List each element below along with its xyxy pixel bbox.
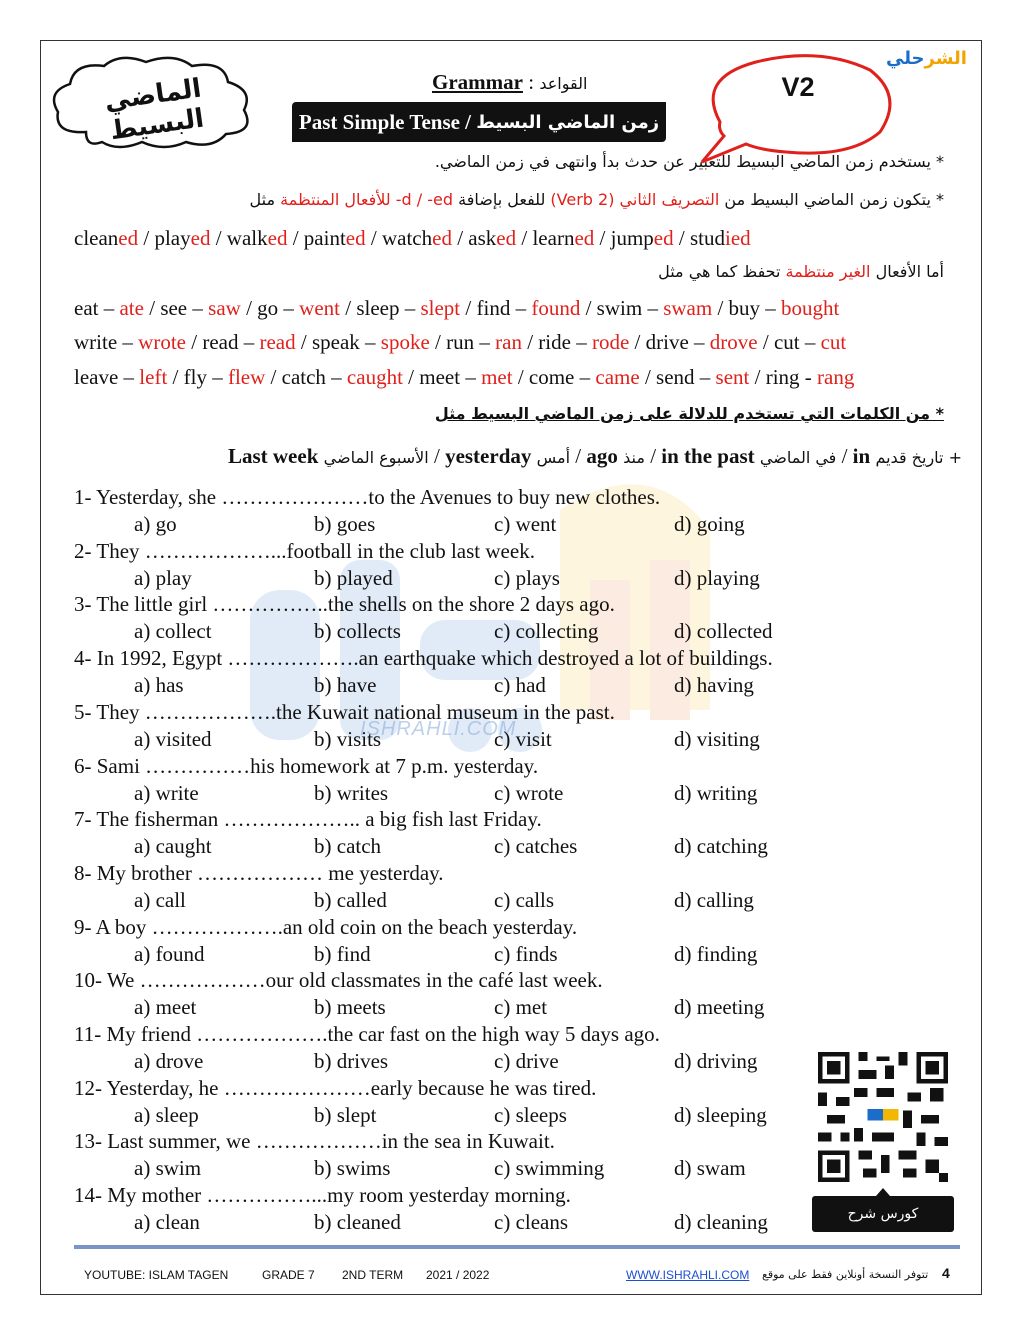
answer-option[interactable]: d) catching [674,834,768,859]
kw1-ar: الأسبوع الماضي [323,448,429,467]
qr-caption: كورس شرح [812,1196,954,1232]
question-text: 12- Yesterday, he …………………early because he was tired. [74,1075,597,1100]
irregular-base: speak [311,330,360,354]
irregular-base: meet [419,365,461,389]
question-text: 11- My friend ……………….the car fast on the high way 5 days ago. [74,1022,660,1046]
answer-option[interactable]: c) collecting [494,619,599,644]
intro-line-1: * يستخدم زمن الماضي البسيط للتعبير عن حدث بدأ وانتهى في زمن الماضي. [434,152,944,171]
regular-verb: clean [74,226,119,250]
topic-english: Past Simple Tense / [298,109,472,134]
answer-option[interactable]: d) swam [674,1156,746,1181]
question-text: 14- My mother ……………...my room yesterday morning. [74,1183,571,1208]
intro-line-2-e: للأفعال المنتظمة [280,190,396,209]
answer-option[interactable]: a) play [134,565,192,590]
irregular-past: sent [715,365,750,389]
answer-option[interactable]: d) playing [674,565,760,590]
irregular-past: found [531,296,581,320]
irregular-past: bought [781,296,840,320]
answer-option[interactable]: d) sleeping [674,1102,767,1127]
irregular-past: rode [591,330,630,354]
answer-option[interactable]: d) finding [674,941,758,966]
answer-option[interactable]: c) calls [494,887,555,912]
answer-option[interactable]: b) called [314,887,387,912]
answer-option[interactable]: b) cleaned [314,1210,401,1235]
irregular-past: saw [208,296,241,320]
answer-option[interactable]: b) meets [314,995,386,1020]
regular-verb: paint [303,226,346,250]
irregular-row: leave – left / fly – flew / catch – caught / meet – met / come – came / send – sent / ring - rang [74,365,855,389]
site-logo [886,48,967,69]
regular-verb: ask [468,226,497,250]
answer-option[interactable]: d) going [674,512,745,536]
irregular-past: spoke [380,330,430,354]
regular-verb-suffix: ed [190,226,211,250]
irregular-intro [74,262,944,281]
intro-line-2-a: * يتكون زمن الماضي البسيط من [719,190,944,209]
answer-option[interactable]: b) slept [314,1102,377,1127]
footer-rule [74,1245,960,1249]
irregular-past: ate [119,296,144,320]
answer-option[interactable]: c) drive [494,1049,559,1073]
answer-option[interactable]: c) finds [494,941,558,966]
irregular-base: come [528,365,575,389]
regular-verb-suffix: ed [345,226,366,250]
irregular-row: write – wrote / read – read / speak – spoke / run – ran / ride – rode / drive – drove / cut – cut [74,330,847,354]
kw2-ar: أمس [536,448,571,467]
irregular-past: read [259,330,296,354]
irregular-past: came [595,365,640,389]
kw5-ar: + تاريخ قديم [875,448,962,467]
keywords-line: + تاريخ قديم in / في الماضي in the past / منذ ago / أمس yesterday / الأسبوع الماضي Last week [227,444,962,468]
kw4-ar: في الماضي [759,448,837,467]
answer-option[interactable]: b) writes [314,780,389,805]
kw4: in the past [661,444,755,468]
answer-option[interactable]: b) drives [314,1049,389,1073]
cloud-title: الماضي البسيط [102,73,206,147]
regular-verb: jump [610,226,654,250]
footer-year: 2021 / 2022 [426,1268,490,1282]
question-text: 1- Yesterday, she …………………to the Avenues to buy new clothes. [74,485,661,509]
answer-option[interactable]: c) wrote [494,780,564,805]
answer-option[interactable]: a) collect [134,619,212,644]
footer-term: 2ND TERM [342,1268,404,1282]
qr-code[interactable] [818,1052,948,1182]
answer-option[interactable]: c) met [494,995,548,1020]
irregular-base: write [74,330,118,354]
intro-line-2-c: للفعل بإضافة [453,190,551,209]
regular-verb-suffix: ed [267,226,288,250]
footer-youtube: YOUTUBE: ISLAM TAGEN [84,1268,229,1282]
irregular-past: caught [346,365,403,389]
irregular-past: went [299,296,340,320]
question-text: 6- Sami ……………his homework at 7 p.m. yesterday. [74,753,539,778]
kw3: ago [586,444,618,468]
answer-option[interactable]: a) call [134,887,186,912]
intro-line-2-b: التصريف الثاني (Verb 2) [550,190,720,209]
answer-option[interactable]: d) meeting [674,995,765,1020]
grammar-label: Grammar [432,70,523,94]
regular-verb-suffix: ied [724,226,751,250]
irregular-past: wrote [138,330,186,354]
regular-verb-suffix: ed [432,226,452,250]
answer-option[interactable]: d) having [674,673,754,698]
irregular-base: catch [281,365,326,389]
irregular-base: cut [773,330,800,354]
answer-option[interactable]: c) catches [494,834,578,859]
topic-bar [292,102,666,142]
irregular-base: run [446,330,475,354]
intro-line-2-f: مثل [249,190,281,209]
answer-option[interactable]: a) swim [134,1156,202,1181]
topic-arabic: زمن الماضي البسيط [476,111,660,133]
regular-verb-suffix: ed [118,226,139,250]
question-text: 4- In 1992, Egypt ……………….an earthquake which destroyed a lot of buildings. [74,646,773,671]
answer-option[interactable]: d) cleaning [674,1210,768,1235]
answer-option[interactable]: c) visit [494,726,552,751]
answer-option[interactable]: b) find [314,941,371,966]
irregular-past: rang [817,365,855,389]
irregular-base: find [476,296,511,320]
answer-option[interactable]: a) visited [134,726,212,751]
answer-option[interactable]: b) played [314,565,393,590]
irregular-row: eat – ate / see – saw / go – went / sleep – slept / find – found / swim – swam / buy – bought [74,296,840,320]
answer-option[interactable]: d) collected [674,619,773,644]
irregular-past: slept [420,296,461,320]
question-text: 9- A boy ……………….an old coin on the beach yesterday. [74,914,578,939]
irregular-base: swim [596,296,643,320]
answer-option[interactable]: d) writing [674,780,758,805]
kw2: yesterday [445,444,532,468]
answer-option[interactable]: a) has [134,673,184,698]
intro-line-2-d: d / -ed- [395,190,454,209]
question-text: 5- They ……………….the Kuwait national museum in the past. [74,699,615,724]
watermark-text: ISHRAHLI.COM [360,718,517,740]
answer-option[interactable]: a) write [134,780,199,805]
answer-option[interactable]: b) goes [314,512,376,536]
keywords-heading: * من الكلمات التي تستخدم للدلالة على زمن الماضي البسيط مثل [434,404,944,423]
footer-note: تتوفر النسخة أونلاين فقط على موقع [762,1268,929,1281]
regular-verb: learn [532,226,575,250]
irregular-past: cut [820,330,847,354]
irregular-base: eat [74,296,99,320]
regular-verbs-line: cleaned / played / walked / painted / watched / asked / learned / jumped / studied [74,226,751,250]
regular-verb: walk [226,226,268,250]
answer-option[interactable]: a) meet [134,995,197,1020]
speech-bubble [690,52,900,168]
regular-verb-suffix: ed [574,226,595,250]
irregular-base: drive [645,330,689,354]
logo-part-a: الشر [924,48,967,69]
answer-option[interactable]: b) collects [314,619,401,644]
irregular-past: left [139,365,168,389]
answer-option[interactable]: c) had [494,673,546,698]
irregular-base: leave [74,365,119,389]
irregular-past: ran [495,330,522,354]
irregular-past: swam [663,296,713,320]
irregular-base: ride [538,330,571,354]
question-text: 13- Last summer, we ………………in the sea in Kuwait. [74,1129,555,1154]
intro-line-2 [74,190,944,209]
grammar-arabic: القواعد [539,74,588,93]
answer-option[interactable]: c) cleans [494,1210,569,1235]
answer-option[interactable]: b) catch [314,834,382,859]
answer-option[interactable]: b) swims [314,1156,391,1181]
version-label: V2 [781,72,815,102]
answer-option[interactable]: a) sleep [134,1102,199,1127]
kw1: Last week [227,444,319,468]
irregular-base: ring [765,365,800,389]
answer-option[interactable]: c) plays [494,565,560,590]
answer-option[interactable]: d) calling [674,887,754,912]
answer-option[interactable]: b) have [314,673,377,698]
answer-option[interactable]: a) caught [134,834,212,859]
answer-option[interactable]: d) visiting [674,726,760,751]
irregular-base: fly [183,365,207,389]
kw3-ar: منذ [623,448,645,467]
regular-verb-suffix: ed [496,226,517,250]
footer-grade: GRADE 7 [262,1268,315,1282]
footer-site-link[interactable]: WWW.ISHRAHLI.COM [626,1268,750,1282]
question-text: 7- The fisherman ……………….. a big fish last Friday. [74,807,542,832]
kw5: in [852,444,871,468]
question-text: 8- My brother ……………… me yesterday. [74,860,444,885]
irregular-past: drove [709,330,758,354]
irregular-base: see [160,296,188,320]
irregular-base: read [202,330,239,354]
question-text: 2- They ………………...football in the club last week. [74,538,535,563]
irregular-intro-a: أما الأفعال [870,262,944,281]
answer-option[interactable]: b) visits [314,726,382,751]
answer-option[interactable]: d) driving [674,1049,758,1073]
question-text: 3- The little girl ……………..the shells on the shore 2 days ago. [74,592,615,617]
irregular-base: buy [728,296,761,320]
irregular-base: send [656,365,695,389]
irregular-base: go [257,296,279,320]
answer-option[interactable]: a) clean [134,1210,200,1235]
grammar-heading: Grammar : القواعد [432,70,588,94]
irregular-intro-c: تحفظ كما هي مثل [658,262,786,281]
footer-site[interactable] [626,1268,749,1282]
regular-verb-suffix: ed [653,226,674,250]
answer-option[interactable]: c) sleeps [494,1102,567,1127]
answer-option[interactable]: c) swimming [494,1156,605,1181]
irregular-base: sleep [356,296,400,320]
answer-option[interactable]: a) drove [134,1049,204,1073]
question-text: 10- We ………………our old classmates in the café last week. [74,968,603,993]
irregular-past: flew [227,365,266,389]
irregular-past: met [481,365,513,389]
page-number: 4 [942,1265,950,1281]
answer-option[interactable]: c) went [494,512,557,536]
answer-option[interactable]: a) go [134,512,177,536]
regular-verb: watch [381,226,433,250]
regular-verb: play [154,226,191,250]
logo-part-b: حلي [886,48,925,69]
answer-option[interactable]: a) found [134,941,205,966]
regular-verb: stud [689,226,725,250]
irregular-intro-b: الغير منتظمة [785,262,871,281]
